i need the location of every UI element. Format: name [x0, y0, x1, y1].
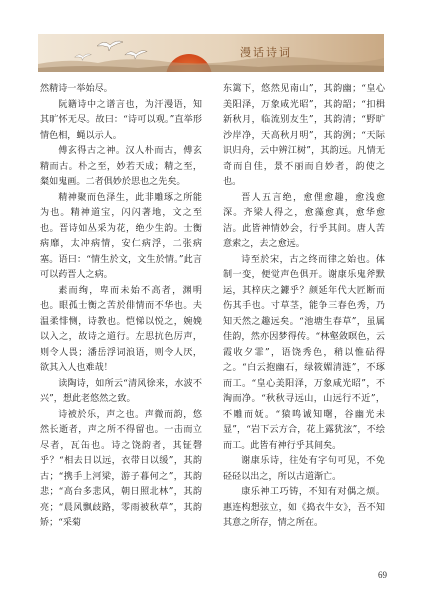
paragraph: 精神聚而色泽生，此非雕琢之所能为也。精神道宝，闪闪著地，文之至也。晋诗如丛采为花，绝少生韵。士衡病靡，太冲病情，安仁病浮，二张病塞。语曰：“情生於文，文生於情。”此言可以药晋人之病。 [40, 192, 202, 280]
paragraph: 康乐神工巧铸，不知有对偶之烦。惠连构想弦立，如《捣衣牛女》，吾不知其意之所存，情之所在。 [223, 487, 385, 528]
paragraph: 诗至於宋，古之终而律之始也。体制一变，便觉声色俱开。谢康乐鬼斧默运，其梓庆之鐻乎？颜延年代大匠断而伤其手也。寸草茎，能争三春色秀，乃知天然之趣远矣。“池塘生春草”，虽属佳韵，然亦因梦得传。“林壑敛暝色，云霞收夕霏”，语饶秀色，稍以惟砧得之。“白云抱幽石，绿筱媚清涟”，不琢而工。“皇心美阳泽，万象咸光昭”，不淘而净。“秋秋寻远山，山远行不近”，不雕而妩。“猿鸣诚知曙，谷幽光未显”，“岩下云方合，花上露犹泫”，不绘而工。此皆有神行乎其间矣。 [223, 254, 385, 451]
paragraph: 阮籍诗中之谱言也，为汗漫语，知其旷怀无尽。故曰：“诗可以观。”直举形情色相，蝇以示人。 [40, 99, 202, 141]
paragraph: 傅玄得古之神。汉人朴而古，傅玄精而古。朴之至，妙若天成；精之至，粲如鬼画。二者俱妙於思也之先矣。 [40, 146, 202, 187]
paragraph: 晋人五言绝，愈俚愈趣，愈浅愈深。齐梁人得之，愈藻愈真，愈华愈洁。此皆神情妙会，行乎其间。唐人苦意索之，去之愈远。 [223, 192, 385, 249]
paragraph: 诗被於乐，声之也。声微而韵，悠然长逝者，声之所不得留也。一击而立尽者，瓦缶也。诗之饶韵者，其钲磬乎？“相去日以远，衣带日以缓”，其韵古；“携手上河梁，游子暮何之”，其韵悲；“高台多悲风，朝日照北林”，其韵亮；“晨风飘歧路，零雨被秋草”，其韵矫；“采菊 [40, 409, 202, 528]
header-banner [38, 34, 384, 72]
paragraph: 素而绚，卑而未始不高者，渊明也。眼孤士衡之苦於俳情而不华也。夫温柔悱恻，诗教也。恺悌以悦之，婉娩以入之，故诗之道行。左思抗色厉声，则令人畏；潘岳浮词浪语，则令人厌，欲其入人也难哉！ [40, 285, 202, 373]
page-number: 69 [378, 570, 387, 580]
section-title: 漫话诗词 [240, 46, 292, 59]
paragraph: 然精诗一举始尽。 [40, 84, 113, 94]
left-column [40, 82, 202, 562]
mountain-landscape [38, 50, 384, 72]
paragraph: 谢康乐诗，往处有字句可见，不免硁硁以出之，所以古道渐亡。 [223, 456, 385, 482]
paragraph: 东篱下，悠然见南山”，其韵幽；“皇心美阳泽，万象咸光昭”，其韵韶；“扣楫新秋月，临流别友生”，其韵清；“野旷沙岸净，天高秋月明”，其韵洌；“天际识归舟，云中辨江树”，其韵远。凡情无奇而自佳，景不丽而自妙者，韵使之也。 [223, 84, 385, 187]
paragraph: 读陶诗，如所云“清风徐来，水波不兴”，想此老悠然之致。 [40, 378, 202, 404]
page-content [40, 82, 385, 562]
right-column [223, 82, 385, 562]
